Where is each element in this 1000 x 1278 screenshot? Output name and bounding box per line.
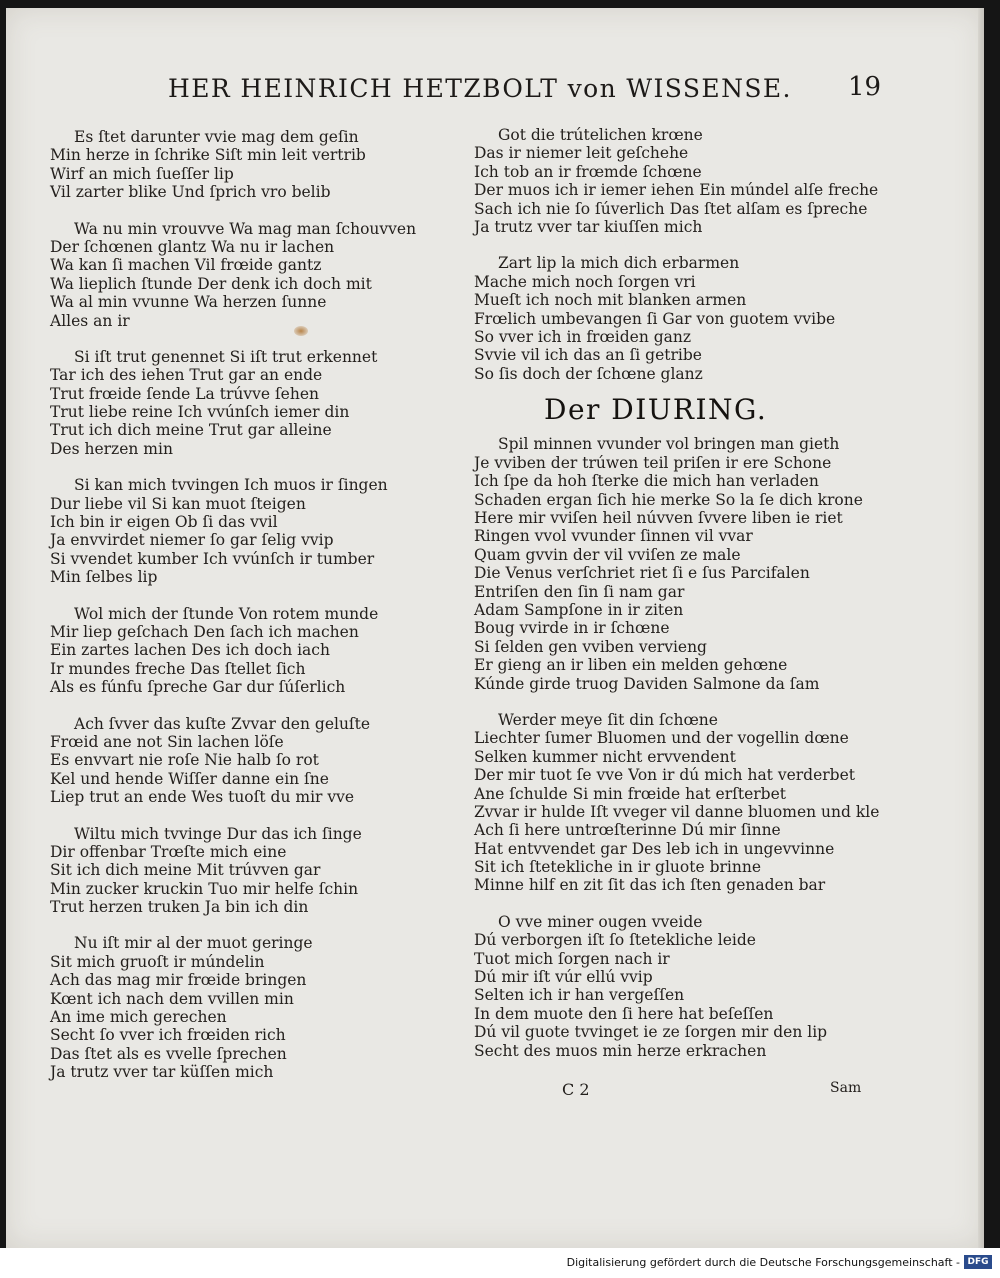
- verse-line: Secht ſo vver ich frœiden rich: [50, 1026, 286, 1045]
- verse-line: Ach ſi here untrœſterinne Dú mir ſinne: [474, 821, 781, 840]
- stanza: [50, 934, 460, 1081]
- verse-line: Zvvar ir hulde Iſt vveger vil danne bluomen und kle: [474, 802, 880, 821]
- verse-line: Entriſen den ſin ſi nam gar: [474, 582, 685, 601]
- verse-line: Quam gvvin der vil vviſen ze male: [474, 545, 741, 564]
- catchword: Sam: [830, 1080, 862, 1096]
- verse-line: Kel und hende Wiſſer danne ein ſne: [50, 769, 329, 788]
- verse-line: Sit mich gruoſt ir múndelin: [50, 952, 265, 971]
- stanza: [474, 254, 894, 383]
- verse-line: Ane ſchulde Si min frœide hat erſterbet: [474, 784, 786, 803]
- verse-line: Adam Sampſone in ir ziten: [474, 601, 684, 619]
- verse-line: Dú vil guote tvvinget ie ze ſorgen mir den lip: [474, 1023, 828, 1042]
- verse-line: Werder meye ſit din ſchœne: [498, 710, 718, 729]
- stanza: [50, 128, 460, 202]
- verse-line: Minne hilf en zit ſit das ich ſten genaden bar: [474, 876, 826, 895]
- verse-line: Liechter ſumer Bluomen und der vogellin dœne: [474, 729, 849, 748]
- verse-line: Ich ſpe da hoh ſterke die mich han verladen: [474, 472, 819, 491]
- verse-line: Trut liebe reine Ich vvúnſch iemer din: [50, 403, 350, 422]
- verse-line: Si iſt trut genennet Si iſt trut erkennet: [74, 347, 378, 366]
- verse-line: Got die trútelichen krœne: [498, 126, 703, 144]
- verse-line: Ja trutz vver tar kiuſſen mich: [474, 217, 703, 236]
- verse-line: Wirf an mich ſueſſer lip: [50, 164, 234, 183]
- stanza: [474, 126, 894, 236]
- verse-line: Der muos ich ir iemer iehen Ein múndel alſe freche: [474, 181, 879, 200]
- verse-line: Je vviben der trúwen teil priſen ir ere Schone: [474, 453, 832, 472]
- verse-line: Min zucker kruckin Tuo mir helfe ſchin: [50, 879, 359, 898]
- verse-line: Vil zarter blike Und ſprich vro belib: [50, 183, 331, 202]
- right-column-top: [474, 126, 894, 383]
- verse-line: Kœnt ich nach dem vvillen min: [50, 989, 294, 1008]
- stanza: [474, 913, 894, 1060]
- verse-line: Ja envvirdet niemer ſo gar ſelig vvip: [50, 531, 334, 550]
- verse-line: Wiltu mich tvvinge Dur das ich ſinge: [74, 824, 362, 843]
- verse-line: Boug vvirde in ir ſchœne: [474, 619, 670, 638]
- verse-line: Wol mich der ſtunde Von rotem munde: [74, 604, 379, 623]
- verse-line: Sit ich ſtetekliche in ir gluote brinne: [474, 858, 761, 877]
- footer-credit: Digitalisierung gefördert durch die Deutsche Forschungsgemeinschaft -: [566, 1256, 960, 1269]
- dfg-logo: DFG: [964, 1255, 992, 1269]
- verse-line: Dur liebe vil Si kan muot ſteigen: [50, 494, 306, 513]
- verse-line: An ime mich gerechen: [50, 1008, 227, 1027]
- stanza: [50, 605, 460, 697]
- stanza: [50, 825, 460, 917]
- right-column-bottom: [474, 435, 894, 1060]
- verse-line: Ja trutz vver tar küſſen mich: [50, 1063, 274, 1082]
- verse-line: Der ſchœnen glantz Wa nu ir lachen: [50, 237, 335, 256]
- verse-line: Nu iſt mir al der muot geringe: [74, 934, 313, 953]
- verse-line: Es envvart nie roſe Nie halb ſo rot: [50, 751, 319, 770]
- section-title: Der DIURING.: [544, 393, 768, 427]
- verse-line: Liep trut an ende Wes tuoſt du mir vve: [50, 788, 355, 807]
- verse-line: Trut ich dich meine Trut gar alleine: [50, 421, 332, 440]
- verse-line: Min ſelbes lip: [50, 568, 158, 587]
- verse-line: Als es fúnfu ſpreche Gar dur ſúſerlich: [50, 678, 346, 697]
- verse-line: Min herze in ſchrike Siſt min leit vertrib: [50, 146, 366, 165]
- verse-line: Trut frœide ſende La trúvve ſehen: [50, 384, 319, 403]
- verse-line: Schaden ergan ſich hie merke So la ſe dich krone: [474, 490, 863, 509]
- verse-line: Zart lip la mich dich erbarmen: [498, 254, 740, 273]
- verse-line: Dú mir iſt vúr ellú vvip: [474, 968, 653, 987]
- verse-line: In dem muote den ſi here hat beſeſſen: [474, 1004, 774, 1023]
- verse-line: Dú verborgen iſt ſo ſtetekliche leide: [474, 931, 756, 950]
- verse-line: Selten ich ir han vergeſſen: [474, 986, 685, 1005]
- verse-line: Frœlich umbevangen ſi Gar von guotem vvibe: [474, 309, 836, 328]
- verse-line: Ich bin ir eigen Ob ſi das vvil: [50, 513, 278, 532]
- stanza: [50, 476, 460, 586]
- stanza: [474, 711, 894, 895]
- page-header: [6, 74, 984, 110]
- verse-line: Hat entvvendet gar Des leb ich in ungevvinne: [474, 839, 835, 858]
- verse-line: Mache mich noch ſorgen vri: [474, 272, 696, 291]
- verse-line: Kúnde girde truog Daviden Salmone da ſam: [474, 674, 820, 693]
- verse-line: Si ſelden gen vviben vervieng: [474, 637, 707, 656]
- verse-line: Trut herzen truken Ja bin ich din: [50, 898, 309, 917]
- verse-line: Ach das mag mir frœide bringen: [50, 971, 307, 990]
- verse-line: O vve miner ougen vveide: [498, 912, 703, 931]
- verse-line: Svvie vil ich das an ſi getribe: [474, 346, 702, 365]
- stanza: [50, 715, 460, 807]
- verse-line: Das ſtet als es vvelle ſprechen: [50, 1044, 287, 1063]
- stanza: [50, 348, 460, 458]
- verse-line: Er gieng an ir liben ein melden gehœne: [474, 656, 788, 675]
- verse-line: Spil minnen vvunder vol bringen man gieth: [498, 435, 840, 454]
- verse-line: Des herzen min: [50, 439, 173, 458]
- verse-line: Ich tob an ir frœmde ſchœne: [474, 162, 702, 181]
- verse-line: So vver ich in frœiden ganz: [474, 327, 692, 346]
- verse-line: Mir liep geſchach Den ſach ich machen: [50, 622, 359, 641]
- verse-line: Ir mundes freche Das ſtellet ſich: [50, 659, 306, 678]
- verse-line: Sach ich nie ſo ſúverlich Das ſtet alſam es ſpreche: [474, 199, 868, 218]
- verse-line: Tuot mich ſorgen nach ir: [474, 949, 670, 968]
- verse-line: Tar ich des iehen Trut gar an ende: [50, 366, 323, 385]
- right-column: [474, 126, 894, 1078]
- verse-line: Mueſt ich noch mit blanken armen: [474, 291, 747, 310]
- verse-line: Secht des muos min herze erkrachen: [474, 1041, 767, 1060]
- verse-line: Sit ich dich meine Mit trúvven gar: [50, 861, 321, 880]
- verse-line: Wa al min vvunne Wa herzen ſunne: [50, 293, 327, 312]
- verse-line: Si kan mich tvvingen Ich muos ir ſingen: [74, 476, 388, 495]
- verse-line: So ſis doch der ſchœne glanz: [474, 364, 703, 383]
- verse-line: Here mir vviſen heil núvven ſvvere liben ie riet: [474, 509, 843, 528]
- verse-line: Si vvendet kumber Ich vvúnſch ir tumber: [50, 549, 375, 568]
- left-column: [50, 128, 460, 1100]
- verse-line: Wa lieplich ſtunde Der denk ich doch mit: [50, 274, 372, 293]
- verse-line: Ach ſvver das kuſte Zvvar den geluſte: [74, 714, 371, 733]
- verse-line: Frœid ane not Sin lachen löſe: [50, 732, 284, 751]
- signature-mark: C 2: [562, 1080, 590, 1099]
- running-head: HER HEINRICH HETZBOLT von WISSENSE.: [168, 74, 792, 103]
- page-number: 19: [848, 72, 882, 102]
- stanza: [474, 435, 894, 692]
- verse-line: Ein zartes lachen Des ich doch iach: [50, 641, 330, 660]
- stanza: [50, 220, 460, 330]
- verse-line: Selken kummer nicht ervvendent: [474, 747, 736, 766]
- book-page: [6, 8, 984, 1248]
- verse-line: Es ſtet darunter vvie mag dem geſin: [74, 128, 359, 146]
- verse-line: Wa kan ſi machen Vil frœide gantz: [50, 256, 322, 275]
- verse-line: Ringen vvol vvunder ſinnen vil vvar: [474, 527, 753, 546]
- verse-line: Die Venus verſchriet riet ſi e ſus Parcifalen: [474, 564, 810, 583]
- verse-line: Das ir niemer leit geſchehe: [474, 144, 689, 163]
- verse-line: Dir offenbar Trœſte mich eine: [50, 842, 287, 861]
- verse-line: Der mir tuot ſe vve Von ir dú mich hat verderbet: [474, 766, 856, 785]
- page-edge: [978, 8, 984, 1248]
- verse-line: Alles an ir: [50, 311, 130, 330]
- footer-bar: [0, 1248, 1000, 1278]
- verse-line: Wa nu min vrouvve Wa mag man ſchouvven: [74, 219, 417, 238]
